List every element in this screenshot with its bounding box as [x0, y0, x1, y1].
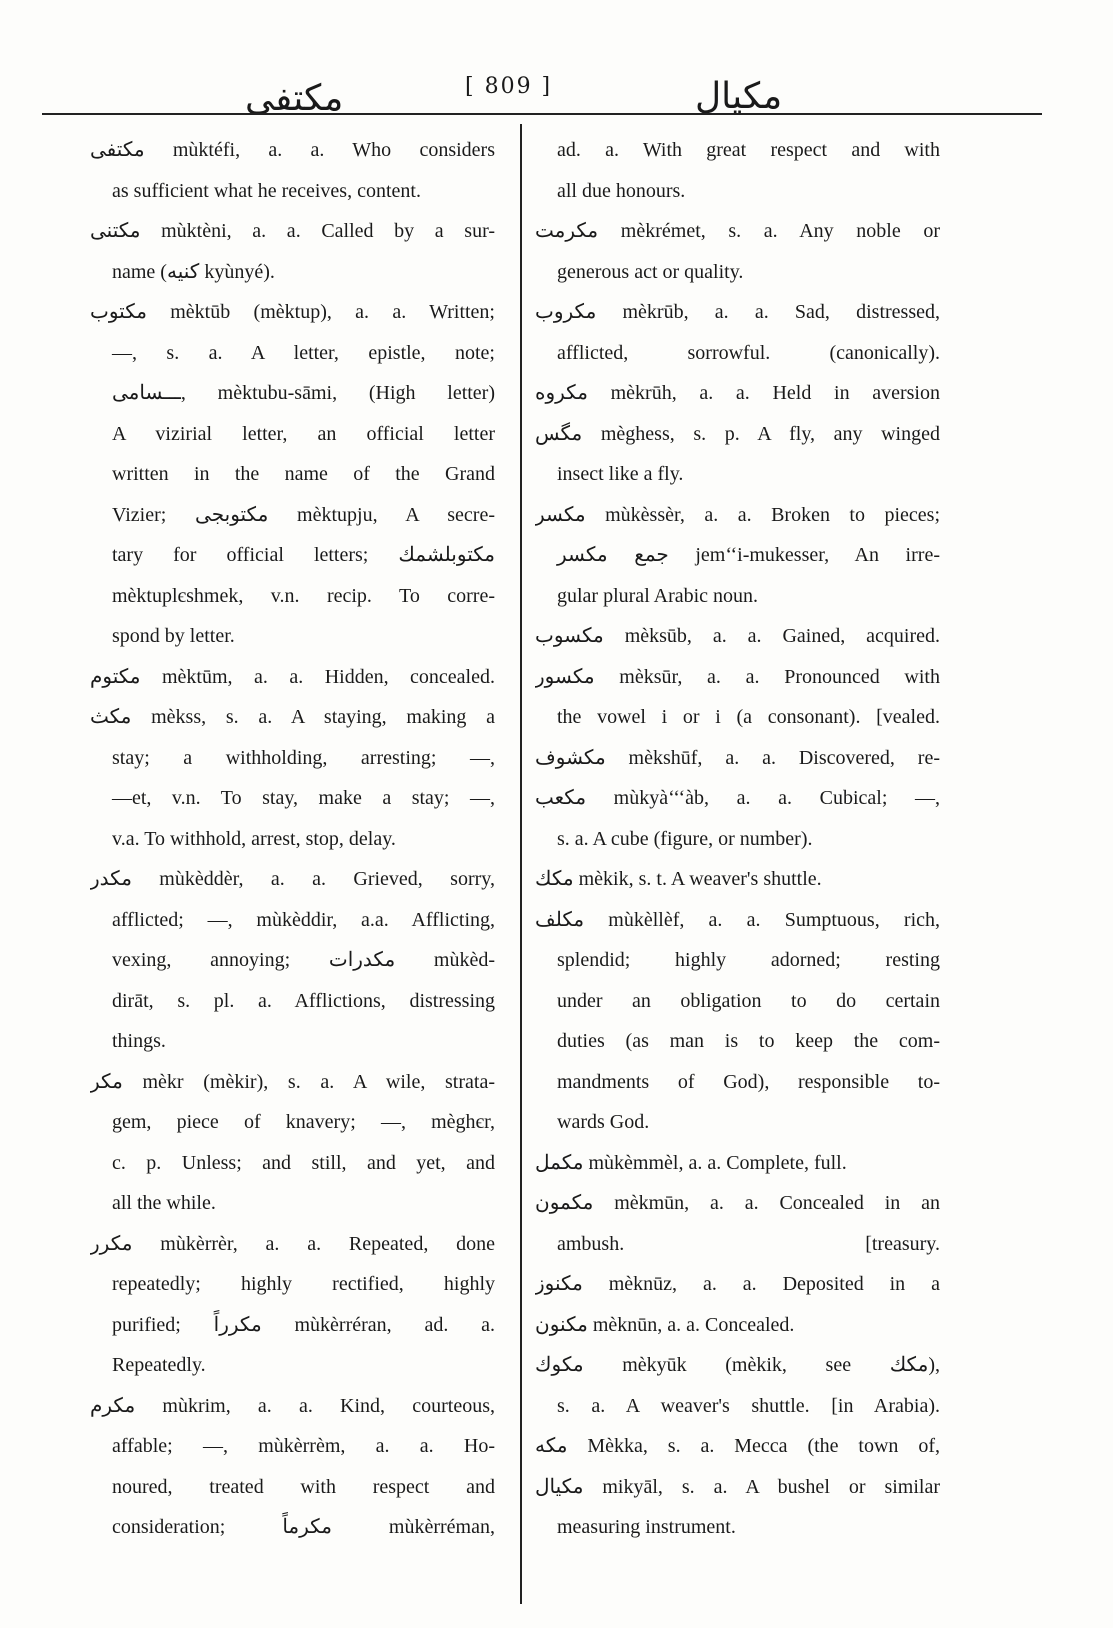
- dictionary-line: splendid; highly adorned; resting: [557, 949, 940, 971]
- dictionary-line: noured, treated with respect and: [112, 1475, 495, 1498]
- dictionary-line: مگس mèghess, s. p. A fly, any winged: [535, 422, 940, 445]
- dictionary-line: مکمل mùkèmmèl, a. a. Complete, full.: [535, 1151, 847, 1174]
- dictionary-line: wards God.: [557, 1111, 650, 1133]
- dictionary-line: s. a. A cube (figure, or number).: [557, 827, 813, 850]
- dictionary-line: مکر mèkr (mèkir), s. a. A wile, strata-: [90, 1070, 495, 1093]
- dictionary-line: duties (as man is to keep the com-: [557, 1030, 940, 1052]
- dictionary-line: مکدر mùkèddèr, a. a. Grieved, sorry,: [90, 868, 495, 890]
- dictionary-line: generous act or quality.: [557, 260, 744, 283]
- dictionary-line: c. p. Unless; and still, and yet, and: [112, 1151, 495, 1174]
- dictionary-line: spond by letter.: [112, 625, 235, 647]
- header-left-word: مکتفی: [245, 78, 344, 119]
- dictionary-line: مکسر mùkèssèr, a. a. Broken to pieces;: [535, 503, 940, 526]
- dictionary-line: —, s. a. A letter, epistle, note;: [112, 341, 495, 364]
- dictionary-line: مکك mèkik, s. t. A weaver's shuttle.: [535, 868, 822, 890]
- dictionary-line: purified; مکرراً mùkèrréran, ad. a.: [112, 1313, 495, 1336]
- dictionary-line: —et, v.n. To stay, make a stay; —,: [112, 787, 495, 809]
- dictionary-line: مکوك mèkyūk (mèkik, see مکك),: [535, 1354, 940, 1376]
- page-number: [ 809 ]: [465, 74, 553, 99]
- dictionary-line: v.a. To withhold, arrest, stop, delay.: [112, 827, 396, 850]
- dictionary-line: مکنوز mèknūz, a. a. Deposited in a: [535, 1273, 940, 1295]
- dictionary-line: مکرمت mèkrémet, s. a. Any noble or: [535, 220, 940, 242]
- right-column: [535, 130, 940, 1548]
- dictionary-line: under an obligation to do certain: [557, 989, 940, 1012]
- dictionary-line: things.: [112, 1030, 166, 1052]
- dictionary-line: مکتفی mùktéfi, a. a. Who considers: [90, 139, 495, 161]
- dictionary-line: مکشوف mèkshūf, a. a. Discovered, re-: [535, 746, 940, 769]
- dictionary-line: مکیال mikyāl, s. a. A bushel or similar: [535, 1475, 940, 1498]
- dictionary-line: ad. a. With great respect and with: [557, 139, 940, 161]
- dictionary-line: مکث mèkss, s. a. A staying, making a: [90, 706, 495, 728]
- dictionary-line: written in the name of the Grand: [112, 463, 495, 485]
- dictionary-line: name (کنیه kyùnyé).: [112, 260, 275, 283]
- dictionary-line: مکرر mùkèrrèr, a. a. Repeated, done: [90, 1232, 495, 1255]
- dictionary-line: the vowel i or i (a consonant). [vealed.: [557, 706, 940, 728]
- dictionary-line: مکعب mùkyà‘‘‘àb, a. a. Cubical; —,: [535, 787, 940, 809]
- dictionary-line: measuring instrument.: [557, 1516, 736, 1538]
- dictionary-line: A vizirial letter, an official letter: [112, 422, 495, 445]
- dictionary-line: مکروب mèkrūb, a. a. Sad, distressed,: [535, 301, 940, 323]
- page-header: [55, 60, 1000, 119]
- dictionary-line: ـــسامی, mèktubu-sāmi, (High letter): [112, 382, 495, 404]
- dictionary-line: as sufficient what he receives, content.: [112, 179, 421, 202]
- dictionary-line: Repeatedly.: [112, 1354, 206, 1376]
- dictionary-line: مکسور mèksūr, a. a. Pronounced with: [535, 665, 940, 688]
- dictionary-line: mèktuplєshmek, v.n. recip. To corre-: [112, 584, 495, 607]
- dictionary-line: repeatedly; highly rectified, highly: [112, 1273, 495, 1295]
- dictionary-line: Vizier; مکتوبجی mèktupju, A secre-: [112, 503, 495, 526]
- column-divider: [520, 124, 522, 1604]
- dictionary-line: مکلف mùkèllèf, a. a. Sumptuous, rich,: [535, 908, 940, 931]
- dictionary-line: dirāt, s. pl. a. Afflictions, distressing: [112, 989, 495, 1012]
- header-right-word: مکیال: [695, 76, 783, 117]
- dictionary-line: gular plural Arabic noun.: [557, 584, 759, 607]
- header-rule: [42, 113, 1042, 115]
- dictionary-line: جمع مکسر jem‘‘i-mukesser, An irre-: [557, 544, 940, 566]
- dictionary-line: gem, piece of knavery; —, mèghєr,: [112, 1111, 495, 1133]
- dictionary-line: مکتنی mùktèni, a. a. Called by a sur-: [90, 220, 495, 242]
- dictionary-line: insect like a fly.: [557, 463, 684, 485]
- dictionary-line: mandments of God), responsible to-: [557, 1070, 940, 1093]
- dictionary-line: ambush. [treasury.: [557, 1232, 940, 1255]
- dictionary-line: مکروه mèkrūh, a. a. Held in aversion: [535, 382, 940, 404]
- dictionary-line: مکتوب mèktūb (mèktup), a. a. Written;: [90, 301, 495, 323]
- dictionary-line: stay; a withholding, arresting; —,: [112, 746, 495, 769]
- dictionary-line: all due honours.: [557, 179, 686, 202]
- dictionary-line: tary for official letters; مکتوبلشمك: [112, 544, 495, 566]
- dictionary-line: affable; —, mùkèrrèm, a. a. Ho-: [112, 1435, 495, 1457]
- dictionary-line: s. a. A weaver's shuttle. [in Arabia).: [557, 1394, 940, 1417]
- dictionary-line: مکمون mèkmūn, a. a. Concealed in an: [535, 1192, 940, 1214]
- left-column: [90, 130, 495, 1548]
- dictionary-line: مکتوم mèktūm, a. a. Hidden, concealed.: [90, 665, 495, 688]
- dictionary-line: مکسوب mèksūb, a. a. Gained, acquired.: [535, 625, 940, 647]
- dictionary-line: مکنون mèknūn, a. a. Concealed.: [535, 1313, 795, 1336]
- dictionary-line: مکه Mèkka, s. a. Mecca (the town of,: [535, 1435, 940, 1457]
- dictionary-line: all the while.: [112, 1192, 216, 1214]
- dictionary-line: afflicted; —, mùkèddir, a.a. Afflicting,: [112, 908, 495, 931]
- dictionary-line: consideration; مکرماً mùkèrréman,: [112, 1516, 495, 1538]
- dictionary-line: vexing, annoying; مکدرات mùkèd-: [112, 949, 495, 971]
- dictionary-line: afflicted, sorrowful. (canonically).: [557, 341, 940, 364]
- dictionary-line: مکرم mùkrim, a. a. Kind, courteous,: [90, 1394, 495, 1417]
